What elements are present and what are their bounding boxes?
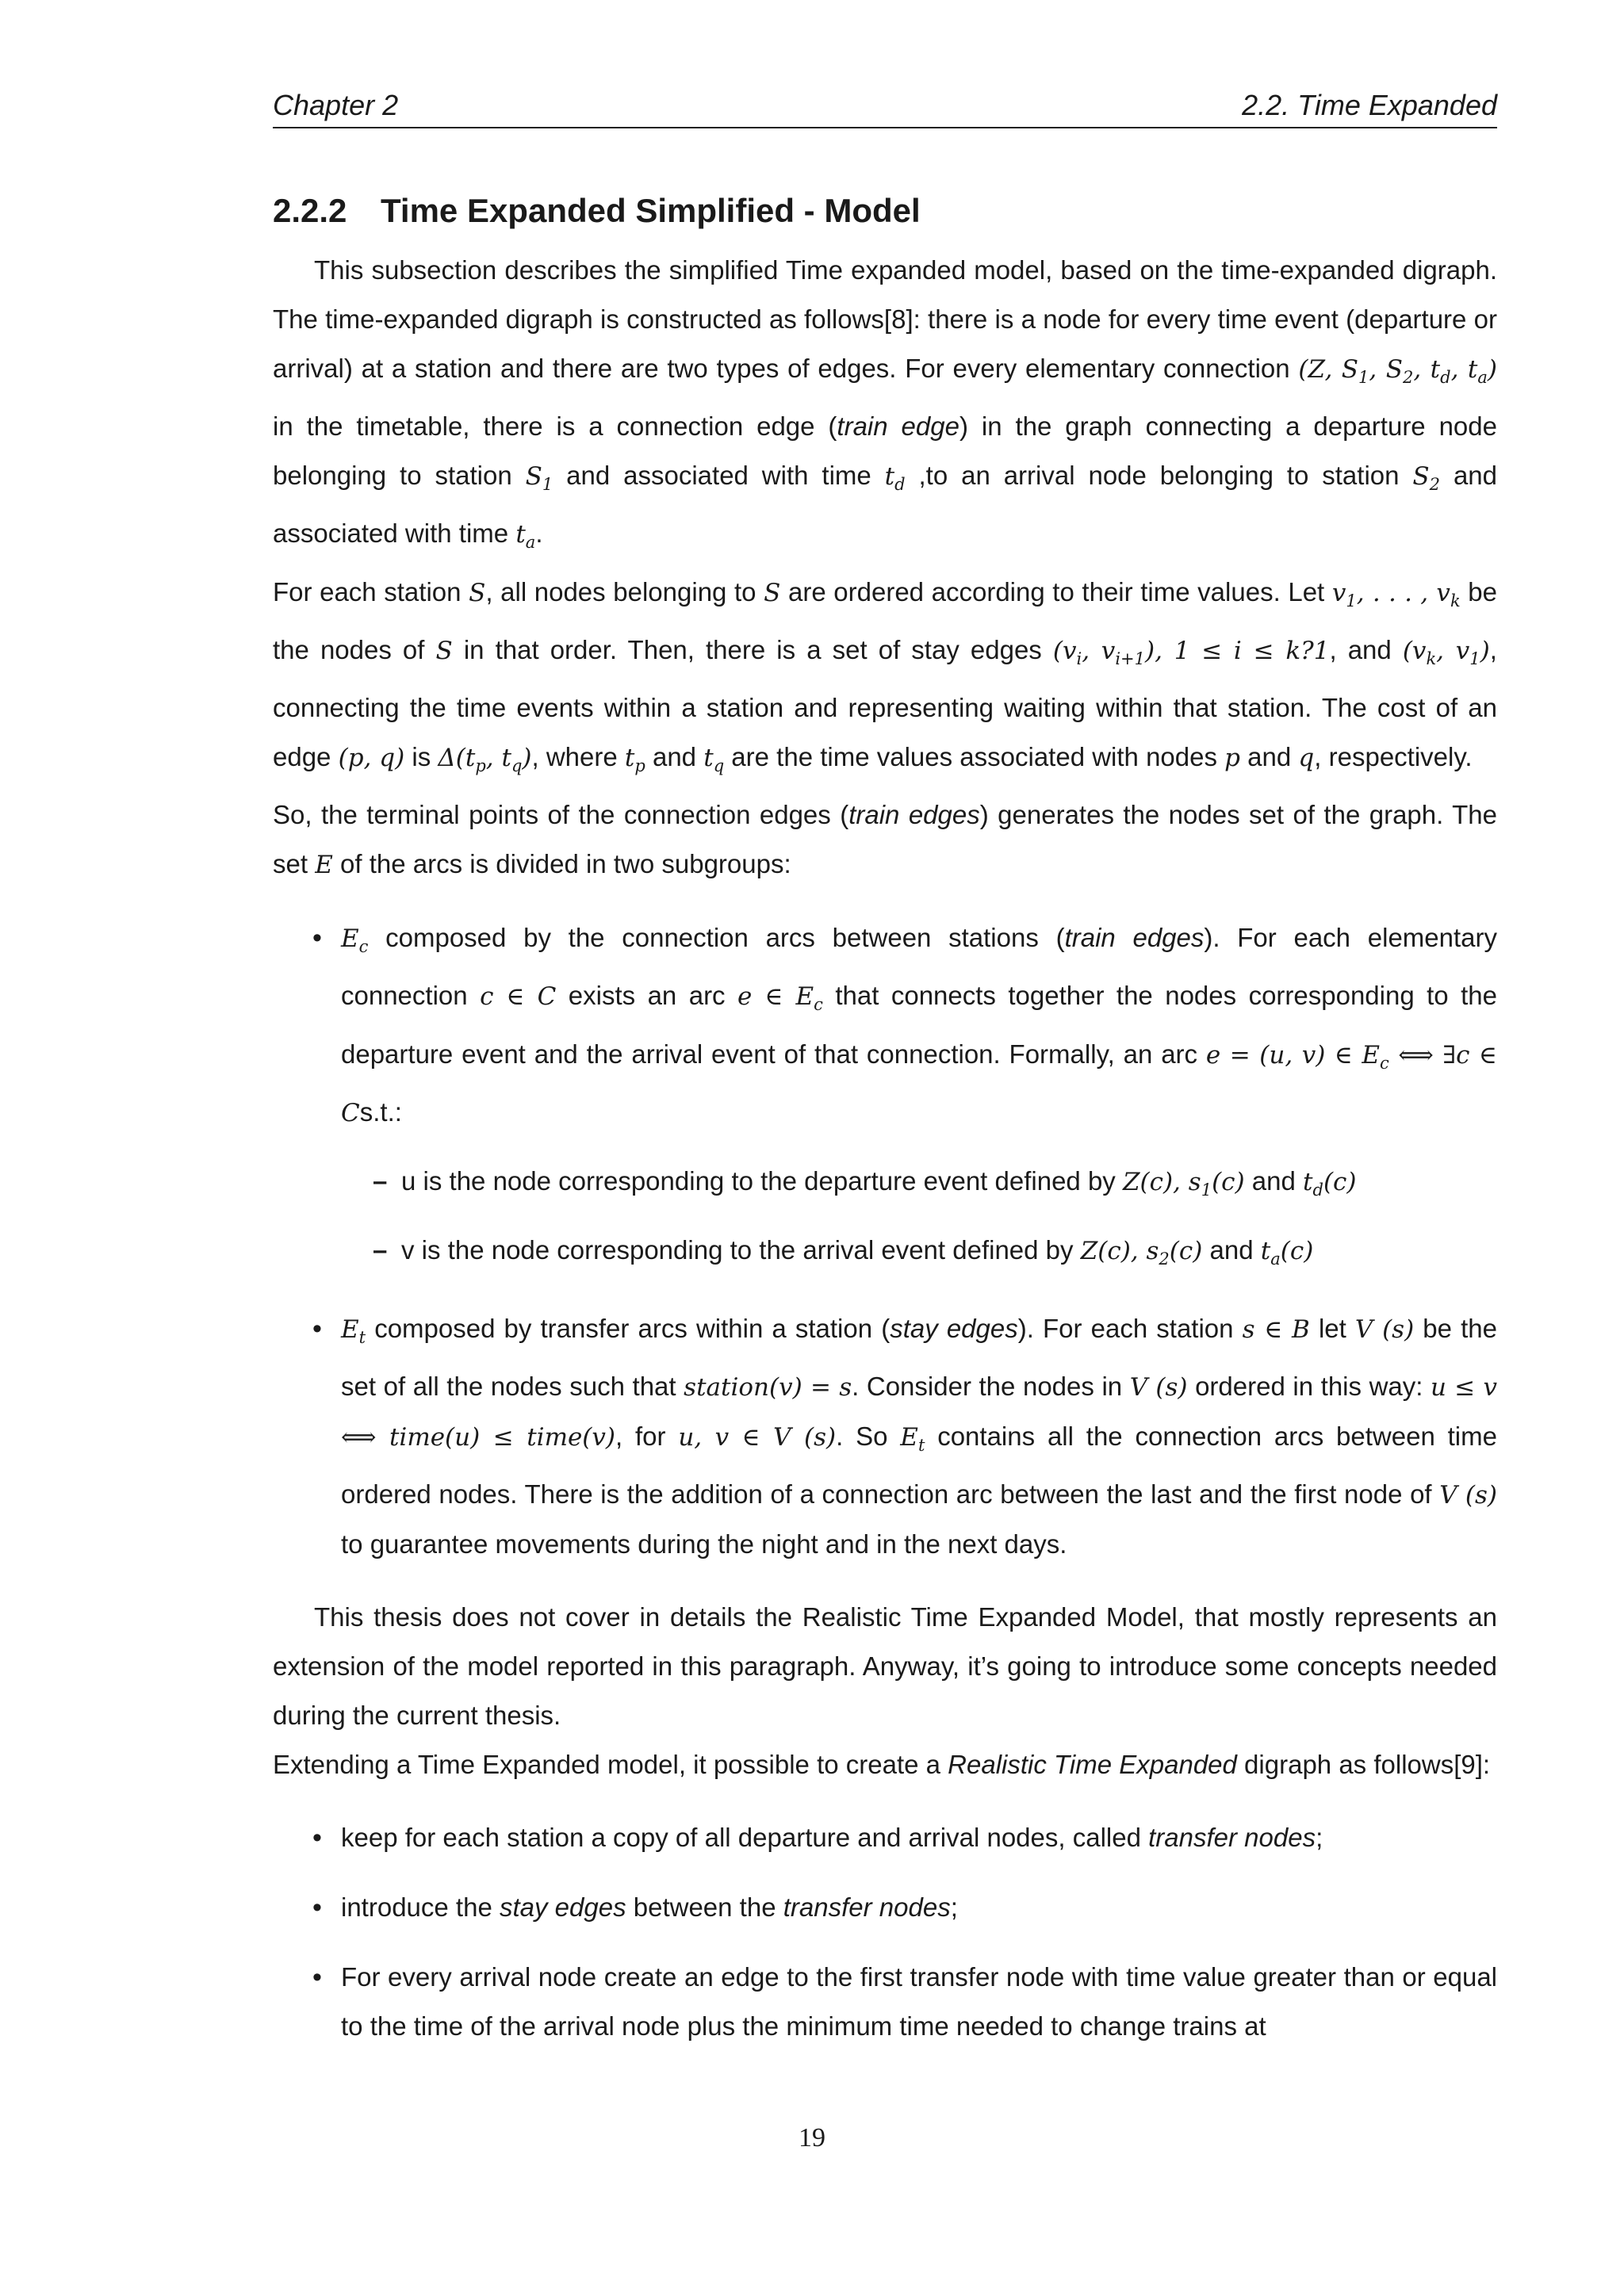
emphasis: transfer nodes [783, 1892, 951, 1923]
text: and [1240, 741, 1299, 771]
section-heading [273, 187, 1497, 235]
text: composed by transfer arcs within a station ( [366, 1314, 891, 1344]
math: u ≤ v ⟺ time(u) ≤ time(v) [341, 1373, 1497, 1452]
text: , connecting the time events within a station and representing waiting within that station. The cost of an edge [273, 634, 1497, 771]
text: and [645, 741, 704, 771]
emphasis: Realistic Time Expanded [948, 1750, 1237, 1780]
math: Z(c), $s_2(c)$ [1080, 1236, 1203, 1269]
math: Z(c), $s_1(c)$ [1122, 1167, 1245, 1200]
text: , respectively. [1314, 741, 1473, 771]
list-item [341, 1304, 1497, 1569]
text: Extending a Time Expanded model, it possible to create a [273, 1750, 948, 1780]
section-number: 2.2.2 [273, 192, 347, 229]
page-number: 19 [799, 2123, 825, 2152]
math: station(v) = s [684, 1373, 852, 1402]
math: V (s) [1129, 1373, 1188, 1402]
emphasis: train edges [1064, 923, 1205, 953]
list-item [401, 1157, 1497, 1215]
realistic-model-list [273, 1813, 1497, 2051]
text: let [1309, 1314, 1355, 1344]
text: , where [531, 741, 625, 771]
math: $v_1$, . . . , $v_k$ [1331, 578, 1461, 610]
paragraph-5 [273, 1740, 1497, 1789]
text: ; [950, 1892, 958, 1923]
list-item [341, 1883, 1497, 1932]
text: , all nodes belonging to [485, 576, 764, 607]
math: E [315, 851, 333, 880]
text: and [1202, 1234, 1261, 1265]
page-body [273, 187, 1497, 2072]
math: $t_q$ [703, 743, 725, 776]
text: v is the node corresponding to the arrival event defined by [401, 1234, 1081, 1265]
text: and [1244, 1165, 1304, 1196]
text: in that order. Then, there is a set of stay edges [452, 634, 1053, 664]
text: ; [1316, 1823, 1323, 1853]
text: are ordered according to their time values. Let [780, 576, 1332, 607]
text: are the time values associated with nodes [724, 741, 1225, 771]
math: c ∈ C [480, 982, 557, 1012]
text: ordered in this way: [1187, 1372, 1431, 1402]
emphasis: train edges [848, 800, 980, 830]
emphasis: stay edges [499, 1892, 626, 1923]
text: , for [615, 1422, 679, 1452]
text: between the [626, 1892, 783, 1923]
math: $t_a$ [515, 520, 536, 553]
text: introduce the [341, 1892, 500, 1923]
text: For each station [273, 576, 469, 607]
sub-list [341, 1157, 1497, 1284]
text: ) generates the nodes set of the graph. The set [273, 800, 1497, 879]
text: So, the terminal points of the connection edges ( [273, 800, 849, 830]
math: $t_d(c)$ [1303, 1167, 1357, 1200]
math: S [764, 578, 781, 607]
math: e = (u, v) ∈ $E_c$ ⟺ ∃c ∈ C [341, 1040, 1497, 1127]
header-section: 2.2. Time Expanded [1242, 89, 1497, 121]
paragraph-1 [273, 246, 1497, 568]
text: ) in the graph connecting a departure node belonging to station [273, 411, 1497, 491]
text: , and [1329, 634, 1403, 664]
list-item: • For every arrival node create an edge to the first transfer node with time value greater than or equal to the time of the arrival node plus the minimum time needed to change trains at [341, 1953, 1497, 2051]
text: be the set of all the nodes such that [341, 1314, 1497, 1402]
text: . [535, 519, 543, 549]
math: e ∈ $E_c$ [737, 982, 823, 1015]
math: s ∈ B [1242, 1315, 1310, 1345]
text: in the timetable, there is a connection edge ( [273, 411, 837, 442]
list-item [341, 1813, 1497, 1862]
section-title: Time Expanded Simplified - Model [381, 192, 921, 229]
math: $S_1$ [525, 462, 553, 495]
text: composed by the connection arcs between stations ( [368, 923, 1065, 953]
math: V (s) [1439, 1481, 1498, 1510]
emphasis: transfer nodes [1148, 1823, 1316, 1853]
math: ($v_i$, $v_{i+1}$), 1 ≤ i ≤ k?1 [1052, 636, 1330, 668]
text: of the arcs is divided in two subgroups: [332, 849, 791, 879]
text: digraph as follows[9]: [1236, 1750, 1491, 1780]
math: $t_p$ [624, 743, 645, 776]
paragraph-2 [273, 568, 1497, 791]
math: p [1224, 743, 1241, 772]
math: $E_t$ [900, 1423, 925, 1456]
math: ($v_k$, $v_1$) [1402, 636, 1490, 668]
text: u is the node corresponding to the departure event defined by [401, 1165, 1123, 1196]
text: ). For each elementary connection [341, 923, 1497, 1011]
list-item [401, 1226, 1497, 1284]
math: V (s) [1354, 1315, 1415, 1345]
math: $t_d$ [884, 462, 906, 495]
header-chapter: Chapter 2 [273, 89, 399, 121]
math: (Z, $S_1$, $S_2$, $t_d$, $t_a$) [1298, 355, 1497, 388]
math: $t_a(c)$ [1260, 1236, 1314, 1269]
running-header [273, 86, 1497, 128]
text: . Consider the nodes in [852, 1372, 1130, 1402]
math: S [435, 636, 453, 665]
text: . So [836, 1422, 901, 1452]
text: keep for each station a copy of all departure and arrival nodes, called [341, 1823, 1149, 1853]
emphasis: train edge [837, 411, 959, 442]
text: be the nodes of [273, 576, 1497, 664]
list-item [341, 913, 1497, 1284]
text: ). For each station [1017, 1314, 1243, 1344]
text: ,to an arrival node belonging to station [905, 461, 1413, 491]
math: u, v ∈ V (s) [678, 1423, 837, 1452]
math: $\Delta(t_p$, $t_q$) [438, 743, 532, 776]
text: exists an arc [556, 981, 737, 1011]
paragraph-3 [273, 790, 1497, 890]
arc-subgroups-list [273, 913, 1497, 1569]
text: s.t.: [359, 1096, 402, 1127]
math: $E_c$ [341, 924, 369, 957]
text: This subsection describes the simplified Time expanded model, based on the time-expanded digraph. The time-expanded digraph is constructed as follows[8]: there is a node for every time event (departure or arrival) at a station and there are two types of edges. For every elementary connection [273, 255, 1497, 383]
math: (p, q) [338, 743, 405, 772]
text: to guarantee movements during the night and in the next days. [341, 1529, 1067, 1559]
math: $S_2$ [1412, 462, 1441, 495]
math: $E_t$ [341, 1315, 366, 1348]
text: and associated with time [553, 461, 885, 491]
text: contains all the connection arcs between time ordered nodes. There is the addition of a connection arc between the last and the first node of [341, 1422, 1497, 1510]
text: and associated with time [273, 461, 1498, 549]
text: that connects together the nodes corresponding to the departure event and the arrival event of that connection. Formally, an arc [341, 981, 1497, 1069]
math: q [1298, 743, 1315, 772]
math: S [469, 578, 486, 607]
emphasis: stay edges [890, 1314, 1018, 1344]
text: is [404, 741, 439, 771]
paragraph-4: This thesis does not cover in details the Realistic Time Expanded Model, that mostly represents an extension of the model reported in this paragraph. Anyway, it’s going to introduce some concepts needed during the current thesis. [273, 1602, 1497, 1731]
